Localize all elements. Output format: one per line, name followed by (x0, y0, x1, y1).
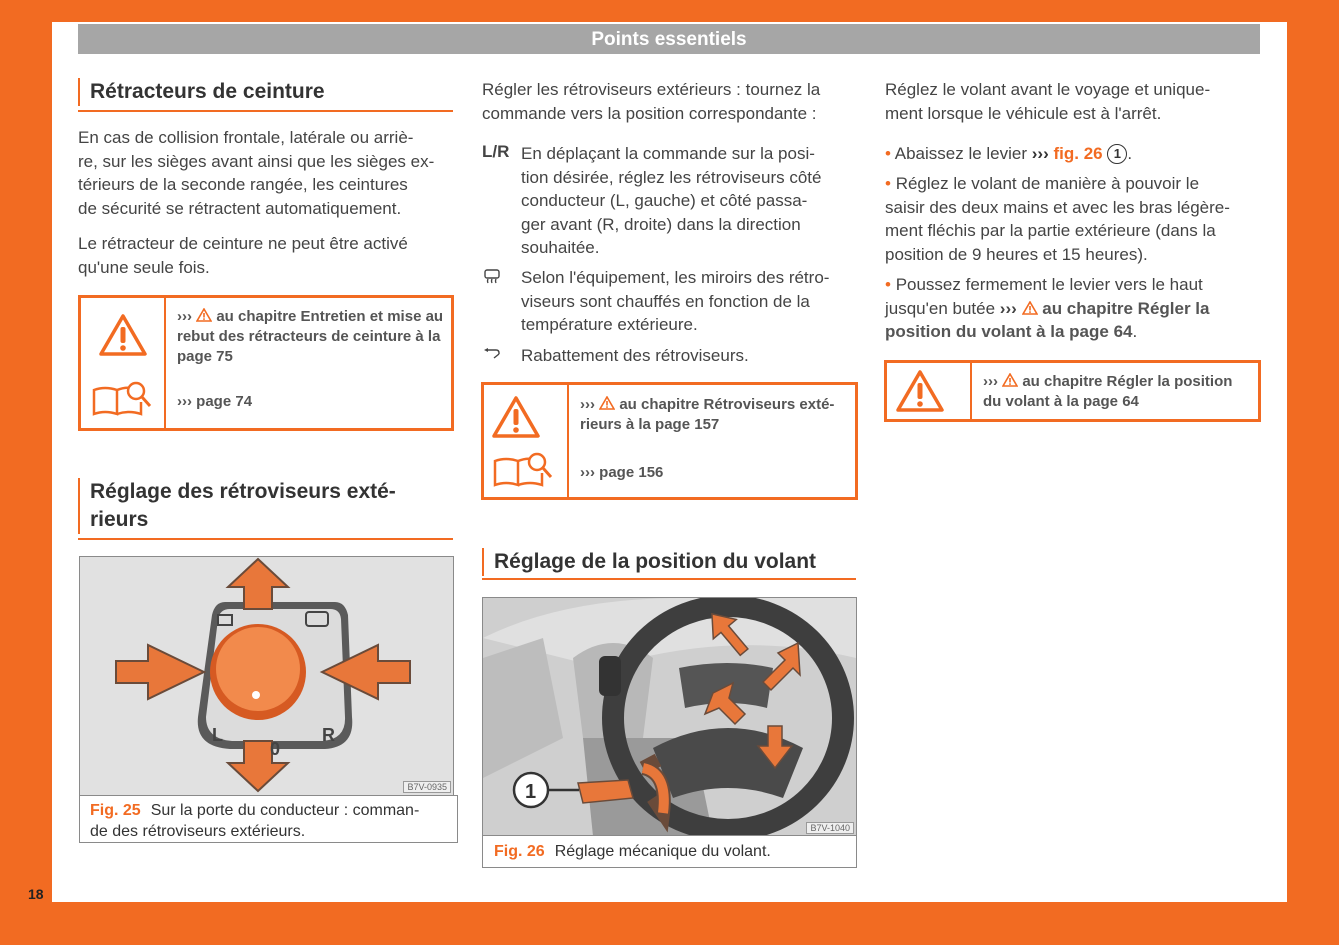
paragraph-activation (78, 232, 458, 279)
text-line: de sécurité se rétractent automatiquement. (78, 198, 402, 218)
definition-fold (521, 344, 861, 368)
paragraph-retracteurs (78, 126, 458, 220)
text-line: commande vers la position correspondante : (482, 103, 817, 123)
note-box-retracteurs (78, 295, 454, 431)
note-page-ref[interactable] (177, 392, 252, 412)
text-line: température extérieure. (521, 315, 698, 335)
note-page-ref[interactable] (580, 463, 663, 483)
text-line: Régler les rétroviseurs extérieurs : tournez la (482, 80, 821, 99)
knob-label-l: L (212, 725, 223, 745)
steering-wheel-illustration (483, 598, 856, 836)
warning-inline-icon (599, 396, 615, 410)
caption-text: Réglage mécanique du volant. (554, 843, 771, 860)
warning-inline-icon (196, 308, 212, 322)
link-arrow-glyph: ››› (983, 373, 998, 390)
text-line: Poussez fermement le levier vers le haut (895, 275, 1203, 294)
bullet-abaissez: • Abaissez le levier ››› fig. 26 1 . (885, 144, 1133, 163)
figure-25-caption (79, 795, 458, 843)
heading-volant: Réglage de la position du volant (482, 548, 816, 576)
figure-number: Fig. 26 (494, 843, 545, 860)
warning-icon (491, 395, 541, 439)
bullet-reglez (885, 172, 1265, 266)
text-line: qu'une seule fois. (78, 257, 210, 277)
link-arrow-glyph: ››› (580, 396, 595, 413)
note-box-volant (884, 360, 1261, 422)
note-warning-text (983, 372, 1255, 412)
text-line: jusqu'en butée (885, 298, 1000, 318)
definition-lr (521, 142, 861, 260)
text-line[interactable]: rieurs à la page 157 (580, 416, 720, 433)
link-arrow-glyph: ››› (177, 308, 192, 325)
caption-text: Sur la porte du conducteur : comman- (150, 802, 420, 819)
text-line: Rabattement des rétroviseurs. (521, 346, 749, 365)
figure-code: B7V-1040 (806, 822, 854, 834)
warning-inline-icon (1022, 301, 1038, 315)
paragraph-volant-intro (885, 78, 1265, 125)
text-line: ment lorsque le véhicule est à l'arrêt. (885, 103, 1162, 123)
heated-mirror-icon (483, 268, 501, 286)
text-line: rieurs (90, 508, 149, 531)
knob-label-0: 0 (270, 739, 281, 759)
text-line: Selon l'équipement, les miroirs des rétro- (521, 268, 830, 287)
heading-underline (482, 578, 856, 580)
text-line[interactable]: du volant à la page 64 (983, 393, 1139, 410)
text-line: En déplaçant la commande sur la posi- (521, 144, 815, 163)
section-banner: Points essentiels (78, 24, 1260, 54)
page-ref-text[interactable]: page 74 (196, 393, 253, 410)
crossref-link[interactable]: au chapitre Rétroviseurs exté- (619, 396, 835, 413)
text-line[interactable]: rebut des rétracteurs de ceinture à la (177, 328, 441, 345)
note-warning-text (177, 307, 449, 367)
text-line: Le rétracteur de ceinture ne peut être activé (78, 234, 408, 253)
text-line: térieurs de la seconde rangée, les ceintures (78, 175, 408, 195)
text-line: Réglez le volant de manière à pouvoir le (895, 174, 1200, 193)
figure-26-steering-wheel (482, 597, 857, 837)
term-lr: L/R (482, 142, 510, 161)
crossref-link[interactable]: position du volant à la page 64 (885, 322, 1133, 342)
text-line: tion désirée, réglez les rétroviseurs côté (521, 167, 822, 187)
heading-underline (78, 110, 453, 112)
page-ref-text[interactable]: page 156 (599, 464, 664, 481)
figure-callout-1: 1 (525, 781, 537, 803)
text-line[interactable]: page 75 (177, 348, 233, 365)
text-line: re, sur les sièges avant ainsi que les sièges ex- (78, 151, 435, 171)
fig-ref-link[interactable]: fig. 26 (1053, 144, 1103, 163)
bullet-poussez: • Poussez fermement le levier vers le haut jusqu'en butée ››› au chapitre Régler la position du volant à la page 64. (885, 275, 1210, 342)
paragraph-regler-retroviseurs (482, 78, 862, 125)
callout-number-badge: 1 (1107, 144, 1127, 164)
page-number: 18 (28, 886, 44, 902)
warning-icon (98, 313, 148, 357)
text-line: saisir des deux mains et avec les bras légère- (885, 197, 1230, 217)
caption-text: de des rétroviseurs extérieurs. (90, 823, 306, 840)
text-line: ger avant (R, droite) dans la direction (521, 214, 801, 234)
crossref-link[interactable]: au chapitre Entretien et mise au (216, 308, 444, 325)
bullet-dot: • (885, 174, 891, 193)
definition-heated (521, 266, 861, 337)
heading-retroviseurs (78, 478, 450, 534)
warning-icon (895, 369, 945, 413)
figure-code: B7V-0935 (403, 781, 451, 793)
knob-label-r: R (322, 725, 335, 745)
crossref-link[interactable]: au chapitre Régler la (1042, 298, 1210, 318)
text-line: viseurs sont chauffés en fonction de la (521, 291, 810, 311)
figure-25-mirror-control (79, 556, 454, 796)
manual-book-icon (91, 380, 153, 418)
figure-number: Fig. 25 (90, 802, 141, 819)
fig-ref-arrow: ››› (1031, 144, 1049, 163)
fold-mirror-icon (482, 347, 502, 361)
text-line: position de 9 heures et 15 heures). (885, 244, 1148, 264)
text-line: conducteur (L, gauche) et côté passa- (521, 191, 808, 211)
note-separator (567, 385, 569, 497)
bullet-dot: • (885, 275, 891, 294)
note-box-retroviseurs (481, 382, 858, 500)
text-line: Réglage des rétroviseurs exté- (90, 480, 396, 503)
warning-inline-icon (1002, 373, 1018, 387)
figure-26-caption (482, 835, 857, 868)
link-arrow-glyph: ››› (580, 464, 595, 481)
bullet-text: Abaissez le levier (894, 144, 1032, 163)
text-line: souhaitée. (521, 238, 600, 258)
text-line: ment fléchis par la partie extérieure (dans la (885, 221, 1216, 241)
text-line: En cas de collision frontale, latérale ou arriè- (78, 128, 414, 147)
heading-retracteurs: Rétracteurs de ceinture (78, 78, 325, 106)
mirror-control-illustration (80, 557, 453, 795)
text-line: Réglez le volant avant le voyage et unique- (885, 80, 1211, 99)
crossref-link[interactable]: au chapitre Régler la position (1022, 373, 1233, 390)
bullet-dot: • (885, 144, 891, 163)
note-separator (970, 363, 972, 419)
link-arrow-glyph: ››› (177, 393, 192, 410)
heading-underline (78, 538, 453, 540)
link-arrow-glyph: ››› (999, 298, 1017, 318)
manual-book-icon (492, 451, 554, 489)
note-separator (164, 298, 166, 428)
note-warning-text (580, 395, 852, 435)
